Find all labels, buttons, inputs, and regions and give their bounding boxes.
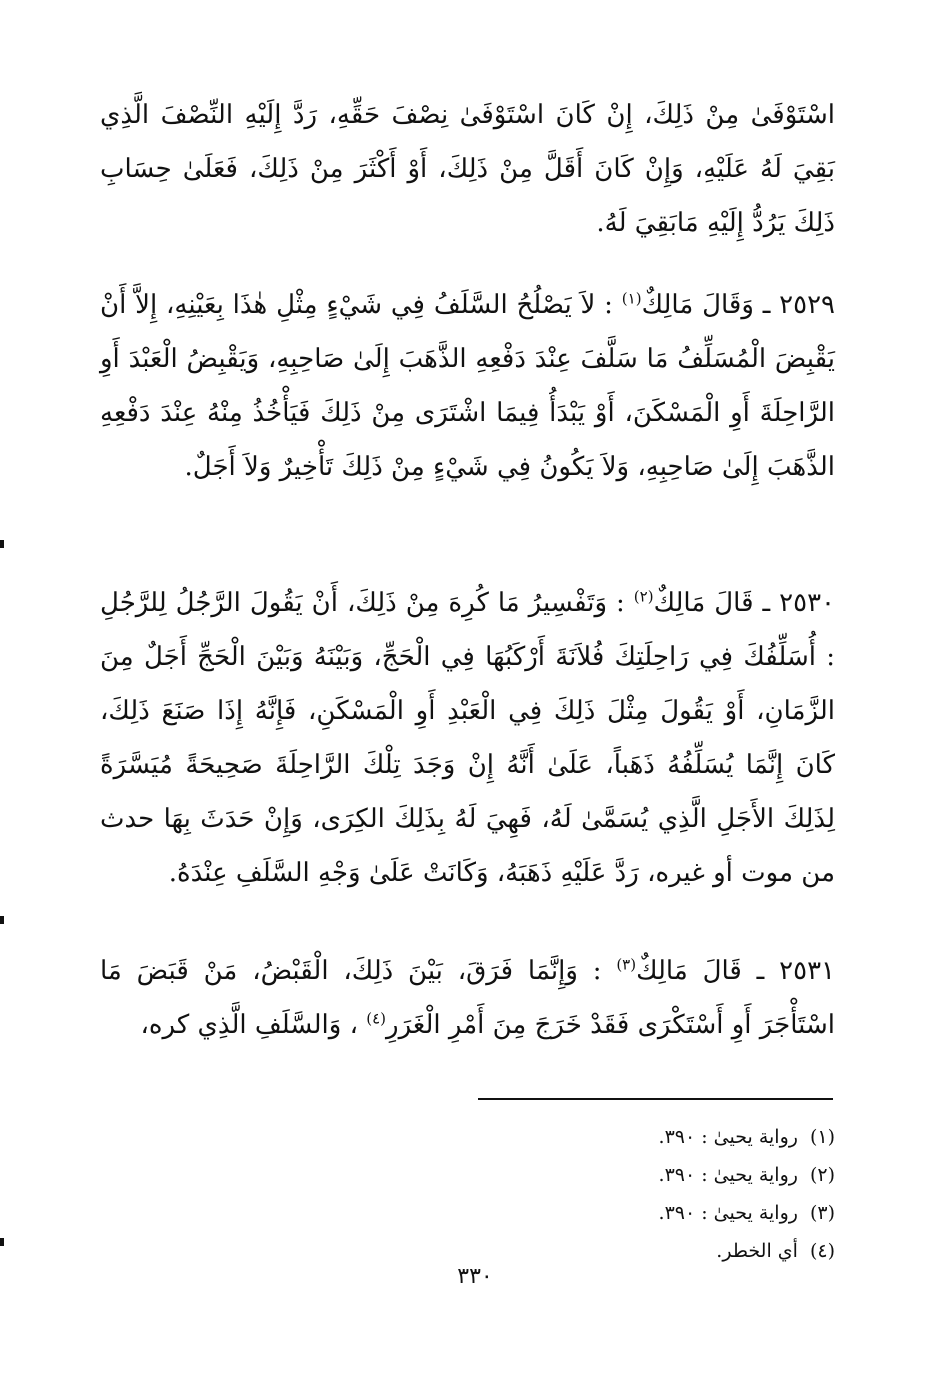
footnote-reference: (٣) <box>616 955 637 974</box>
paragraph-text: : لاَ يَصْلُحُ السَّلَفُ فِي شَيْءٍ مِثْلِ هٰذَا بِعَيْنِهِ، إِلاَّ أَنْ يَقْبِضَ الْمُسَلِّفُ مَا سَلَّفَ عِنْدَ دَفْعِهِ الذَّهَبَ إِلَىٰ صَاحِبِهِ، وَيَقْبِضُ الْعَبْدَ أَوِ الرَّاحِلَةَ أَوِ الْمَسْكَنَ، أَوْ يَبْدَأُ فِيمَا اشْتَرَى مِنْ ذَلِكَ فَيَأْخُذُ مِنْهُ عِنْدَ دَفْعِهِ الذَّهَبَ إِلَىٰ صَاحِبِهِ، وَلاَ يَكُونُ فِي شَيْءٍ مِنْ ذَلِكَ تَأْخِيرٌ وَلاَ أَجَلٌ. <box>100 290 835 482</box>
footnote-text: رواية يحيىٰ : ٣٩٠. <box>658 1126 798 1148</box>
scan-edge-mark <box>0 1238 4 1246</box>
paragraph-tail: ، وَالسَّلَفِ الَّذِي كره، <box>140 1010 367 1040</box>
footnote-item <box>480 1156 835 1194</box>
paragraph-2531 <box>100 944 835 1052</box>
paragraph-number: ٢٥٢٩ <box>779 290 836 320</box>
footnote-text: أي الخطر. <box>716 1240 798 1262</box>
footnote-text: رواية يحيىٰ : ٣٩٠. <box>658 1164 798 1186</box>
footnote-item <box>480 1232 835 1270</box>
footnote-divider <box>478 1098 833 1100</box>
footnote-number: (٢) <box>809 1164 835 1186</box>
paragraph-lead: ـ قَالَ مَالِكٌ <box>653 588 780 618</box>
footnote-reference: (٤) <box>366 1009 387 1028</box>
scan-edge-mark <box>0 540 4 548</box>
paragraph-lead: ـ قَالَ مَالِكٌ <box>636 956 780 986</box>
footnote-reference: (١) <box>621 289 642 308</box>
paragraph-2529 <box>100 278 835 494</box>
footnote-text: رواية يحيىٰ : ٣٩٠. <box>658 1202 798 1224</box>
paragraph-continued <box>100 88 835 250</box>
paragraph-2530 <box>100 576 835 900</box>
paragraph-lead: ـ وَقَالَ مَالِكٌ <box>641 290 780 320</box>
paragraph-number: ٢٥٣١ <box>779 956 835 986</box>
footnote-item <box>480 1194 835 1232</box>
footnote-reference: (٢) <box>633 587 654 606</box>
page-number: ٣٣٠ <box>457 1264 493 1289</box>
footnote-number: (١) <box>809 1126 835 1148</box>
footnotes <box>480 1118 835 1270</box>
paragraph-text: : وَتَفْسِيرُ مَا كُرِهَ مِنْ ذَلِكَ، أَنْ يَقُولَ الرَّجُلُ لِلرَّجُلِ : أُسَلِّفُكَ فِي رَاحِلَتِكَ فُلاَنَةَ أَرْكَبُهَا فِي الْحَجِّ، وَبَيْنَهُ وَبَيْنَ الْحَجِّ أَجَلٌ مِنَ الزَّمَانِ، أَوْ يَقُولَ مِثْلَ ذَلِكَ فِي الْعَبْدِ أَوِ الْمَسْكَنِ، فَإِنَّهُ إِذَا صَنَعَ ذَلِكَ، كَانَ إِنَّمَا يُسَلِّفُهُ ذَهَباً، عَلَىٰ أَنَّهُ إِنْ وَجَدَ تِلْكَ الرَّاحِلَةَ صَحِيحَةً مُيَسَّرَةً لِذَلِكَ الأَجَلِ الَّذِي يُسَمَّىٰ لَهُ، فَهِيَ لَهُ بِذَلِكَ الكِرَى، وَإِنْ حَدَثَ بِهَا حدث من موت أو غيره، رَدَّ عَلَيْهِ ذَهَبَهُ، وَكَانَتْ عَلَىٰ وَجْهِ السَّلَفِ عِنْدَهُ. <box>100 588 835 888</box>
footnote-item <box>480 1118 835 1156</box>
scan-edge-mark <box>0 916 4 924</box>
paragraph-text: اسْتَوْفَىٰ مِنْ ذَلِكَ، إِنْ كَانَ اسْتَوْفَىٰ نِصْفَ حَقِّهِ، رَدَّ إِلَيْهِ النِّصْفَ الَّذِي بَقِيَ لَهُ عَلَيْهِ، وَإِنْ كَانَ أَقَلَّ مِنْ ذَلِكَ، أَوْ أَكْثَرَ مِنْ ذَلِكَ، فَعَلَىٰ حِسَابِ ذَلِكَ يَرُدُّ إِلَيْهِ مَابَقِيَ لَهُ. <box>100 100 835 238</box>
footnote-number: (٤) <box>809 1240 835 1262</box>
paragraph-number: ٢٥٣٠ <box>779 588 835 618</box>
paragraph-text: : وَإِنَّمَا فَرَقَ، بَيْنَ ذَلِكَ، الْقَبْضُ، مَنْ قَبَضَ مَا اسْتَأْجَرَ أَوِ أَسْتَكْرَى فَقَدْ خَرَجَ مِنَ أَمْرِ الْغَرَرِ <box>100 956 835 1040</box>
footnote-number: (٣) <box>809 1202 835 1224</box>
